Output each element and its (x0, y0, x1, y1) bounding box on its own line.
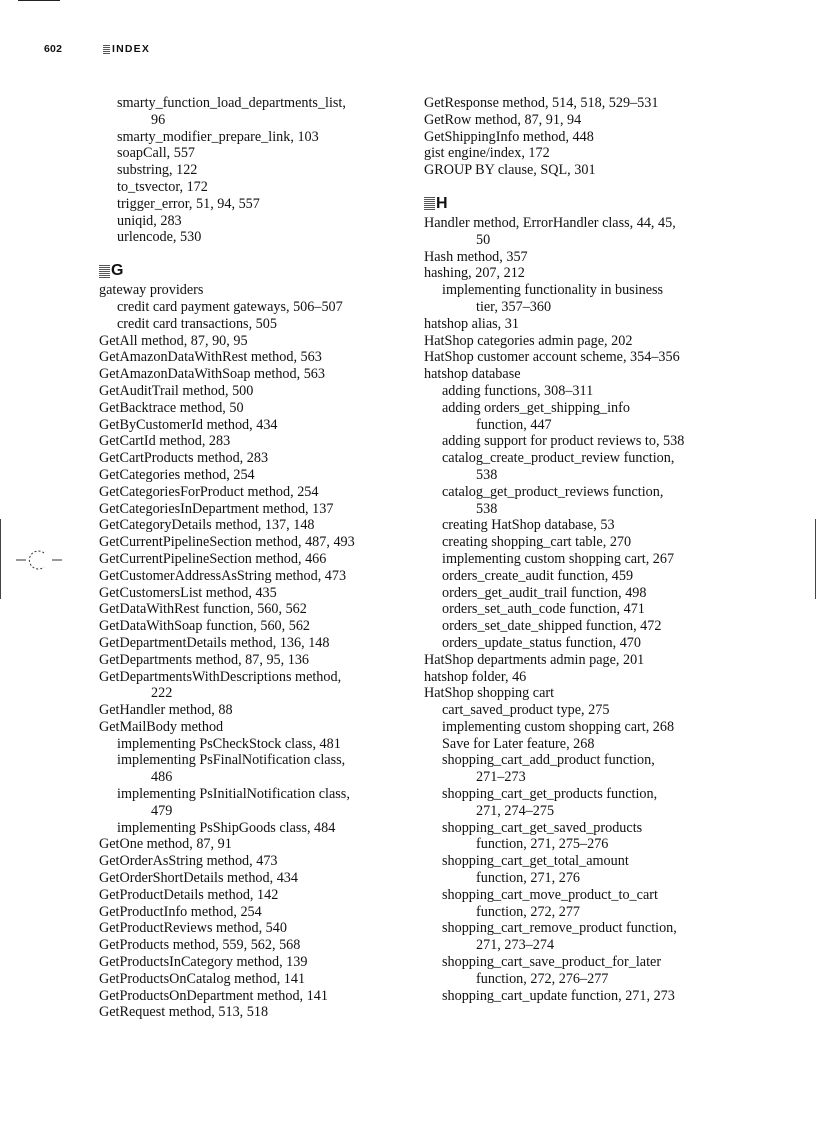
index-subentry: adding support for product reviews to, 538 (442, 433, 685, 450)
index-entry: GetCategoriesInDepartment method, 137 (99, 500, 334, 517)
index-entry: GetProductsOnDepartment method, 141 (99, 987, 328, 1004)
index-entry: hashing, 207, 212 (424, 265, 525, 282)
index-entry: GetCustomerAddressAsString method, 473 (99, 567, 347, 584)
index-entry: GetCategoryDetails method, 137, 148 (99, 517, 315, 534)
running-head: INDEX (112, 43, 151, 55)
index-entry-continuation: function, 447 (476, 416, 552, 433)
index-entry: GetDepartmentDetails method, 136, 148 (99, 634, 330, 651)
index-column-left (99, 95, 409, 1021)
letter-marker-icon (99, 265, 110, 278)
index-subentry: implementing PsShipGoods class, 484 (117, 819, 336, 836)
index-entry: GetProductInfo method, 254 (99, 903, 262, 920)
index-entry: GetDataWithSoap function, 560, 562 (99, 618, 311, 635)
index-entry-continuation: function, 272, 276–277 (476, 970, 609, 987)
section-marker-icon (103, 44, 110, 54)
index-subentry: implementing PsFinalNotification class, (117, 752, 346, 769)
registration-mark-icon (14, 545, 64, 575)
index-entry-continuation: 479 (151, 802, 173, 819)
index-entry: GetDepartmentsWithDescriptions method, (99, 668, 342, 685)
index-entry-continuation: 271, 273–274 (476, 937, 555, 954)
index-entry: GetProductsInCategory method, 139 (99, 954, 308, 971)
left-edge-line (0, 519, 1, 599)
index-subentry: shopping_cart_move_product_to_cart (442, 886, 658, 903)
index-entry: GetProductDetails method, 142 (99, 886, 279, 903)
index-entry: GetProductReviews method, 540 (99, 920, 287, 937)
index-entry: GetHandler method, 88 (99, 702, 233, 719)
index-entry: hatshop folder, 46 (424, 668, 527, 685)
index-subentry: adding functions, 308–311 (442, 382, 594, 399)
index-entry: HatShop shopping cart (424, 685, 555, 702)
index-entry: GetCartProducts method, 283 (99, 450, 269, 467)
index-entry: GetCategoriesForProduct method, 254 (99, 483, 319, 500)
letter-heading (424, 196, 734, 212)
index-entry: GetAuditTrail method, 500 (99, 382, 254, 399)
index-entry: HatShop departments admin page, 201 (424, 651, 645, 668)
index-entry-continuation: 271, 274–275 (476, 802, 555, 819)
index-subentry: catalog_create_product_review function, (442, 450, 675, 467)
index-entry: HatShop customer account scheme, 354–356 (424, 349, 680, 366)
index-entry: GetProductsOnCatalog method, 141 (99, 970, 306, 987)
index-subentry: to_tsvector, 172 (117, 178, 208, 195)
index-entry: GROUP BY clause, SQL, 301 (424, 162, 596, 179)
letter-heading-text: H (436, 194, 448, 212)
index-entry: hatshop database (424, 366, 521, 383)
index-entry: GetProducts method, 559, 562, 568 (99, 937, 301, 954)
index-entry: GetAmazonDataWithSoap method, 563 (99, 366, 325, 383)
index-entry: GetCustomersList method, 435 (99, 584, 277, 601)
index-subentry: shopping_cart_save_product_for_later (442, 954, 662, 971)
index-subentry: implementing custom shopping cart, 268 (442, 718, 675, 735)
index-entry-continuation: 271–273 (476, 769, 526, 786)
index-entry: GetShippingInfo method, 448 (424, 128, 594, 145)
index-subentry: shopping_cart_get_total_amount (442, 853, 629, 870)
index-entry: GetByCustomerId method, 434 (99, 416, 278, 433)
index-subentry: orders_update_status function, 470 (442, 634, 641, 651)
index-column-right (424, 95, 734, 1004)
index-subentry: shopping_cart_update function, 271, 273 (442, 987, 675, 1004)
index-entry-continuation: 50 (476, 231, 491, 248)
index-subentry: Save for Later feature, 268 (442, 735, 595, 752)
index-subentry: shopping_cart_add_product function, (442, 752, 655, 769)
index-entry: GetCartId method, 283 (99, 433, 231, 450)
index-subentry: adding orders_get_shipping_info (442, 399, 630, 416)
index-subentry: shopping_cart_get_saved_products (442, 819, 643, 836)
index-entry: GetOrderShortDetails method, 434 (99, 870, 298, 887)
index-entry: GetMailBody method (99, 718, 224, 735)
index-entry: gateway providers (99, 282, 204, 299)
index-entry-continuation: 222 (151, 685, 173, 702)
top-corner-rule (18, 0, 60, 1)
index-entry: GetOne method, 87, 91 (99, 836, 232, 853)
index-entry: GetDepartments method, 87, 95, 136 (99, 651, 310, 668)
index-entry-continuation: 486 (151, 769, 173, 786)
letter-marker-icon (424, 197, 435, 210)
index-entry-continuation: 538 (476, 500, 498, 517)
index-subentry: implementing PsCheckStock class, 481 (117, 735, 341, 752)
letter-heading-text: G (111, 262, 124, 280)
index-subentry: orders_create_audit function, 459 (442, 567, 634, 584)
index-subentry: uniqid, 283 (117, 212, 182, 229)
index-entry: hatshop alias, 31 (424, 315, 519, 332)
index-subentry: orders_set_date_shipped function, 472 (442, 618, 662, 635)
index-entry: GetRow method, 87, 91, 94 (424, 111, 582, 128)
index-subentry: credit card payment gateways, 506–507 (117, 298, 343, 315)
index-entry: GetBacktrace method, 50 (99, 399, 244, 416)
index-entry: GetAmazonDataWithRest method, 563 (99, 349, 322, 366)
index-subentry: urlencode, 530 (117, 229, 202, 246)
index-entry: HatShop categories admin page, 202 (424, 332, 633, 349)
index-entry-continuation: 538 (476, 466, 498, 483)
index-entry: Hash method, 357 (424, 248, 528, 265)
index-entry-continuation: tier, 357–360 (476, 298, 552, 315)
index-subentry: substring, 122 (117, 162, 198, 179)
index-entry: GetAll method, 87, 90, 95 (99, 332, 248, 349)
index-entry: GetCategories method, 254 (99, 466, 255, 483)
index-subentry: implementing custom shopping cart, 267 (442, 550, 675, 567)
index-entry-continuation: function, 271, 275–276 (476, 836, 609, 853)
index-entry: GetOrderAsString method, 473 (99, 853, 278, 870)
index-subentry: orders_set_auth_code function, 471 (442, 601, 645, 618)
index-entry: GetResponse method, 514, 518, 529–531 (424, 95, 659, 111)
index-entry: Handler method, ErrorHandler class, 44, 45, (424, 214, 676, 231)
index-subentry: cart_saved_product type, 275 (442, 702, 610, 719)
index-entry-continuation: function, 272, 277 (476, 903, 581, 920)
index-subentry: creating HatShop database, 53 (442, 517, 615, 534)
index-subentry: smarty_modifier_prepare_link, 103 (117, 128, 319, 145)
index-subentry: soapCall, 557 (117, 145, 196, 162)
index-subentry: catalog_get_product_reviews function, (442, 483, 664, 500)
index-entry: GetCurrentPipelineSection method, 487, 493 (99, 534, 355, 551)
index-entry: gist engine/index, 172 (424, 145, 550, 162)
index-entry: GetRequest method, 513, 518 (99, 1004, 269, 1021)
index-subentry: smarty_function_load_departments_list, (117, 95, 346, 111)
index-subentry: implementing PsInitialNotification class, (117, 786, 350, 803)
index-subentry: credit card transactions, 505 (117, 315, 277, 332)
index-subentry: shopping_cart_remove_product function, (442, 920, 677, 937)
index-subentry: creating shopping_cart table, 270 (442, 534, 632, 551)
index-entry-continuation: 96 (151, 111, 166, 128)
page-number: 602 (44, 43, 63, 55)
index-entry: GetDataWithRest function, 560, 562 (99, 601, 307, 618)
index-subentry: implementing functionality in business (442, 282, 664, 299)
index-subentry: trigger_error, 51, 94, 557 (117, 195, 260, 212)
index-entry-continuation: function, 271, 276 (476, 870, 581, 887)
letter-heading (99, 263, 409, 279)
index-subentry: shopping_cart_get_products function, (442, 786, 658, 803)
index-subentry: orders_get_audit_trail function, 498 (442, 584, 647, 601)
index-entry: GetCurrentPipelineSection method, 466 (99, 550, 327, 567)
